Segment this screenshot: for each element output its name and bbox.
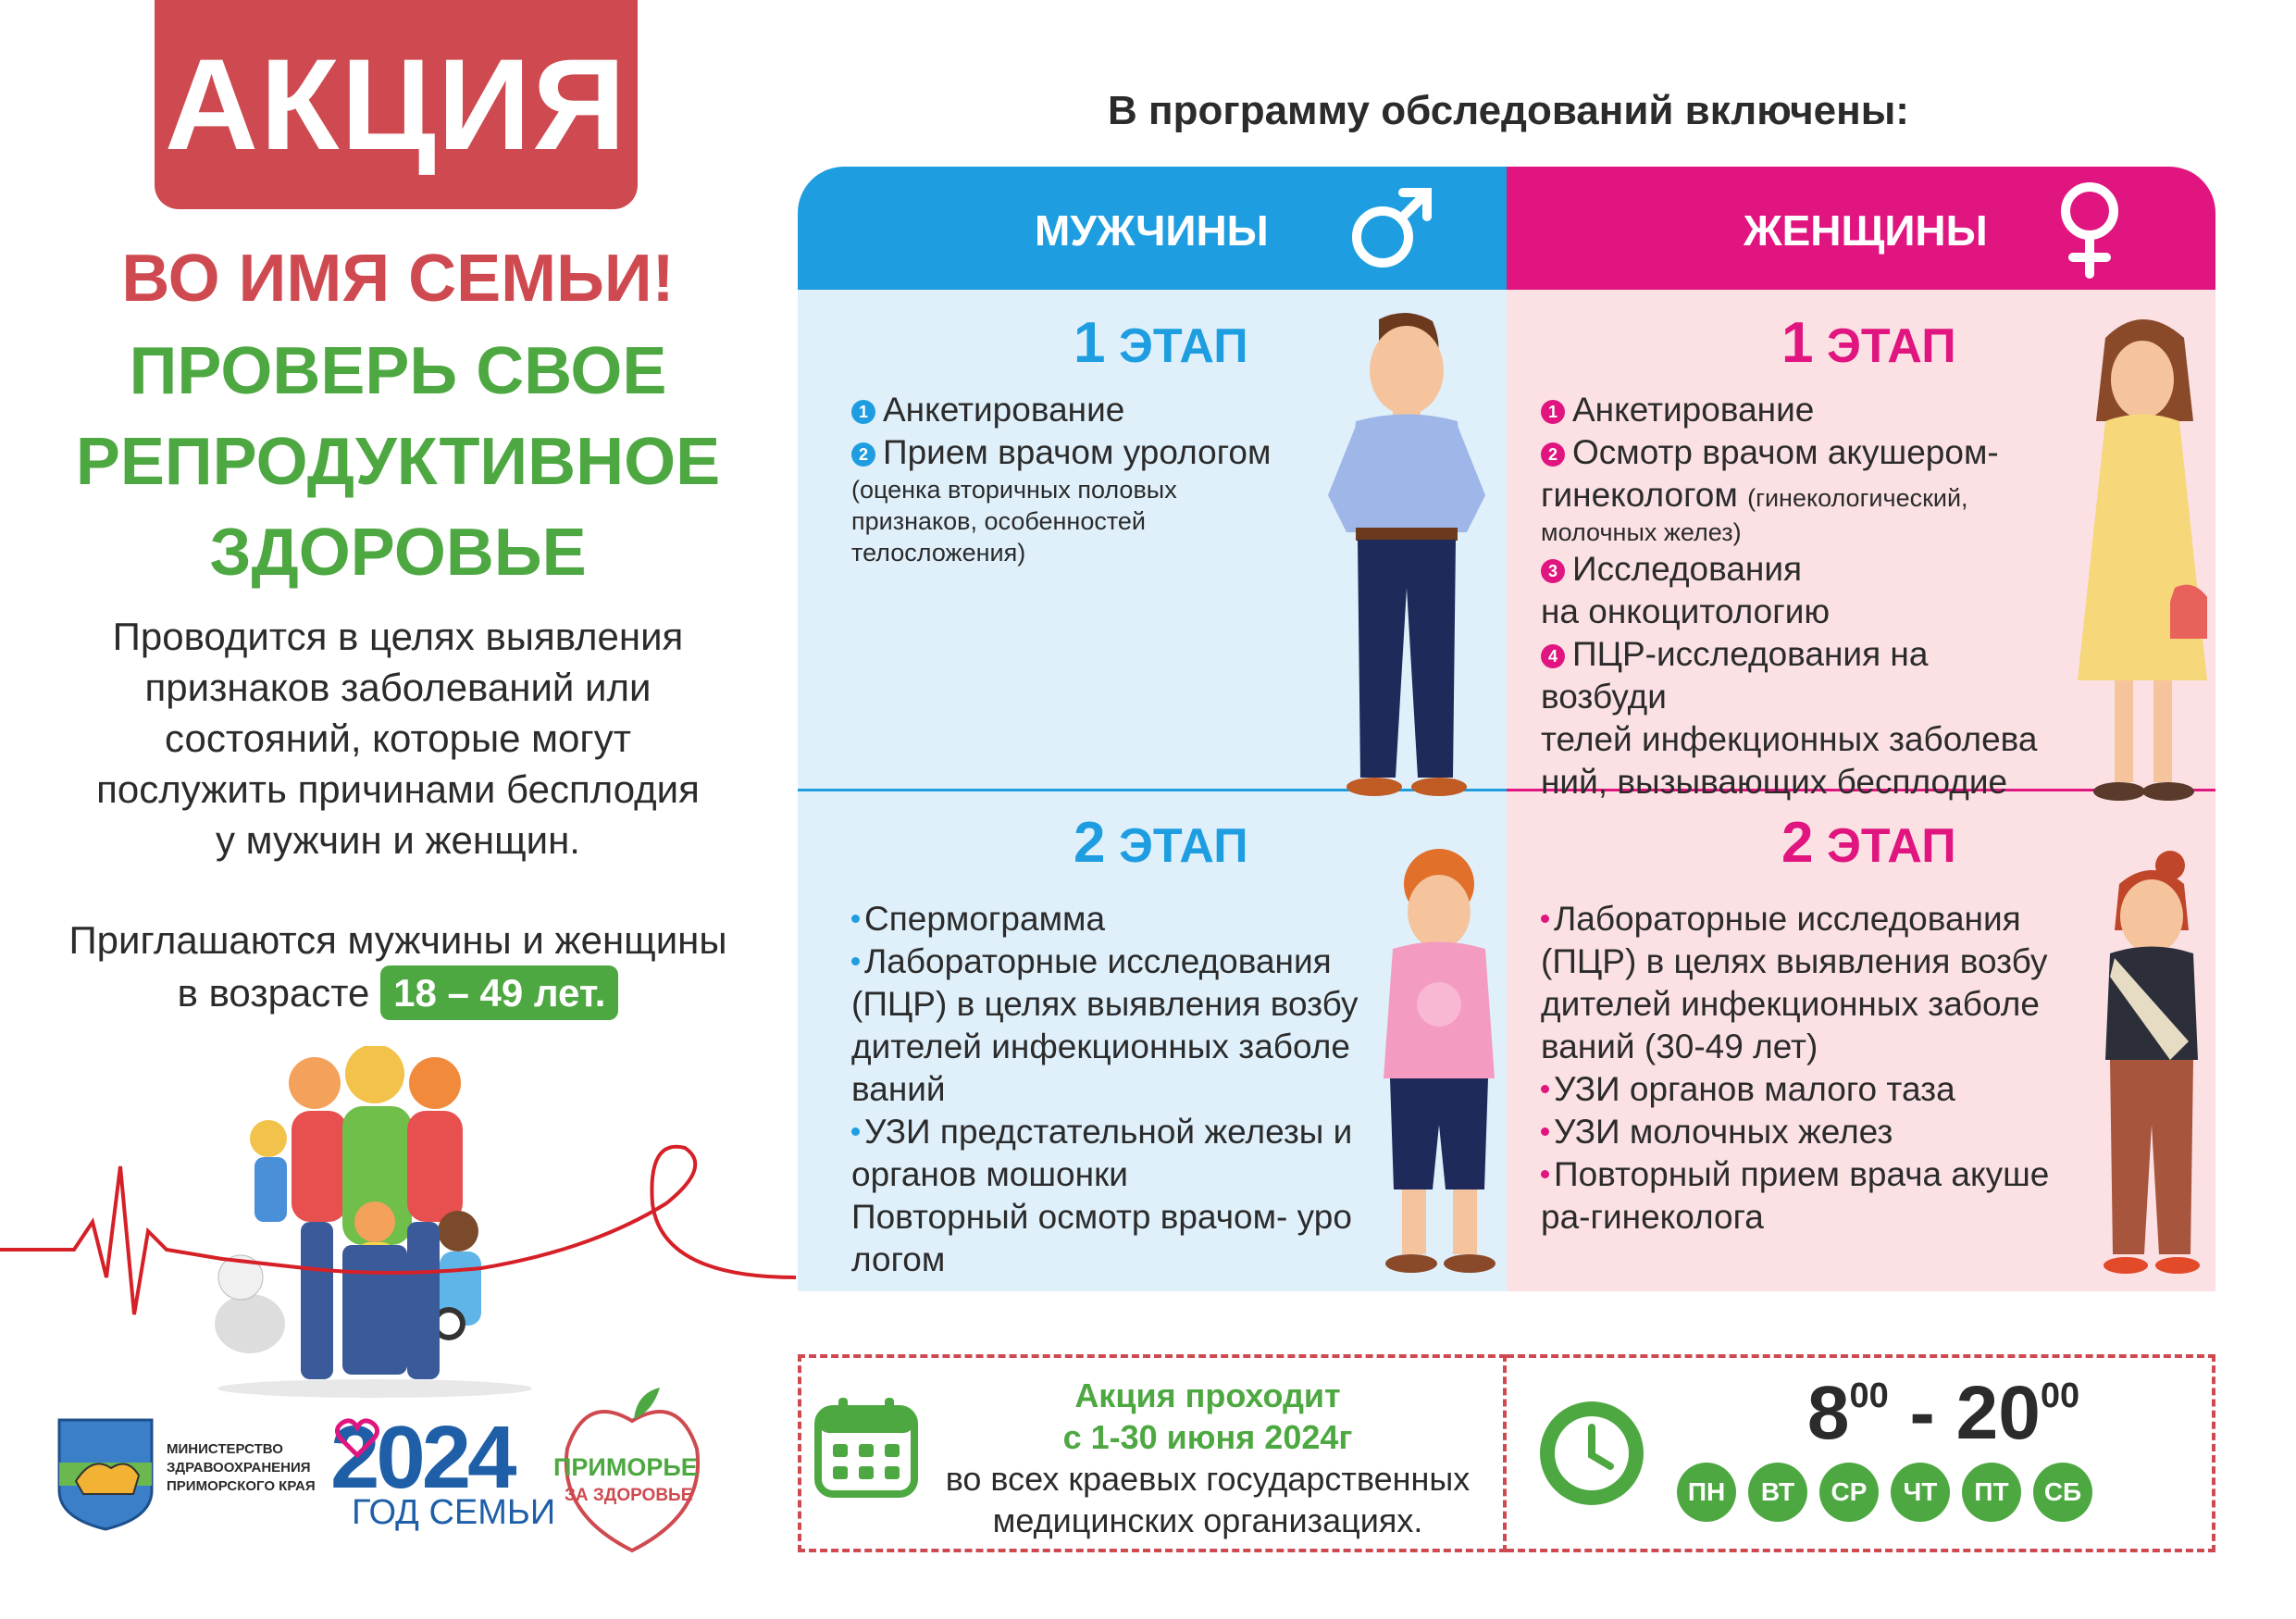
stage-label: ЭТАП <box>1826 319 1956 373</box>
slogan-line: РЕПРОДУКТИВНОЕ <box>75 425 721 499</box>
women-stage1-list <box>1541 389 2059 803</box>
list-line: органов мошонки <box>851 1155 1128 1193</box>
men-title: МУЖЧИНЫ <box>1035 206 1269 255</box>
list-note: (оценка вторичных половых признаков, особенностей телосложения) <box>851 476 1177 567</box>
list-line: телей инфекционных заболева <box>1541 720 2038 758</box>
list-item: 2 Прием врачом урологом <box>851 431 1314 474</box>
stage-label: ЭТАП <box>1118 319 1248 373</box>
slogan-line: ПРОВЕРЬ СВОЕ <box>129 334 667 408</box>
day-badge: ПТ <box>1962 1463 2021 1522</box>
day-badge: ВТ <box>1748 1463 1807 1522</box>
list-line: ра-гинеколога <box>1541 1198 1764 1236</box>
purpose-line: признаков заболеваний или <box>144 666 652 709</box>
list-line: на онкоцитологию <box>1541 592 1831 630</box>
hours-separator: - <box>1888 1371 1956 1455</box>
ministry-name <box>167 1440 316 1496</box>
hours-start: 8 <box>1806 1371 1850 1455</box>
hours-end-min: 00 <box>2040 1376 2080 1415</box>
list-item: УЗИ молочных желез <box>1541 1111 2078 1153</box>
hours-end: 20 <box>1955 1371 2041 1455</box>
list-line: дителей инфекционных заболе <box>851 1027 1350 1065</box>
stage-label: ЭТАП <box>1826 819 1956 873</box>
purpose-line: послужить причинами бесплодия <box>96 767 700 811</box>
ministry-emblem-icon <box>56 1416 155 1531</box>
list-item: УЗИ предстательной железы и <box>851 1111 1388 1153</box>
women-stage2-list <box>1541 898 2078 1239</box>
list-item: 4 ПЦР-исследования на возбуди <box>1541 635 1929 716</box>
list-line: ваний <box>851 1070 946 1108</box>
purpose-line: Проводится в целях выявления <box>112 615 684 658</box>
day-badge: СР <box>1819 1463 1879 1522</box>
list-item: УЗИ органов малого таза <box>1541 1068 2078 1111</box>
list-item: 2 Осмотр врачом акушером- <box>1541 431 2059 474</box>
list-note: молочных желез) <box>1541 518 1742 546</box>
akcia-badge <box>155 0 638 209</box>
dates-text <box>916 1375 1499 1541</box>
dates-line-1: Акция проходит <box>1074 1376 1341 1414</box>
list-line: логом <box>851 1240 946 1278</box>
list-item: 3 Исследования <box>1541 548 2059 591</box>
weekdays <box>1677 1463 2092 1522</box>
female-symbol-icon <box>2053 178 2127 280</box>
dates-line-2: с 1-30 июня 2024г <box>1062 1418 1353 1456</box>
slogan-family: ВО ИМЯ СЕМЬИ! <box>121 242 675 316</box>
male-symbol-icon <box>1346 181 1438 274</box>
list-item: Лабораторные исследования <box>851 940 1388 983</box>
list-item: Повторный прием врача акуше <box>1541 1153 2078 1196</box>
primorye-logo-title: ПРИМОРЬЕ <box>553 1453 698 1481</box>
list-line: Повторный осмотр врачом- уро <box>851 1198 1352 1236</box>
list-line: ваний (30-49 лет) <box>1541 1027 1818 1065</box>
invite-text <box>28 915 768 1020</box>
purpose-line: состояний, которые могут <box>165 716 631 760</box>
women-header <box>1507 167 2215 290</box>
invite-prefix: в возрасте <box>177 971 370 1015</box>
stage-number: 1 <box>1781 311 1814 375</box>
ministry-line: ПРИМОРСКОГО КРАЯ <box>167 1478 316 1494</box>
ministry-line: ЗДРАВООХРАНЕНИЯ <box>167 1460 311 1476</box>
list-line: дителей инфекционных заболе <box>1541 985 2040 1023</box>
stage-number: 1 <box>1074 311 1106 375</box>
list-item: Лабораторные исследования <box>1541 898 2078 940</box>
men-stage1-title <box>1074 310 1248 376</box>
heartbeat-line-icon <box>0 1129 814 1351</box>
women-stage1-title <box>1781 310 1956 376</box>
day-badge: СБ <box>2033 1463 2092 1522</box>
boy-illustration <box>1370 847 1508 1282</box>
day-badge: ПН <box>1677 1463 1736 1522</box>
year-number: 2024 <box>330 1408 514 1507</box>
list-item: 1 Анкетирование <box>1541 389 2059 431</box>
invite-line: Приглашаются мужчины и женщины <box>68 918 727 962</box>
women-stage2-title <box>1781 810 1956 876</box>
list-item: Спермограмма <box>851 898 1388 940</box>
stage-number: 2 <box>1781 811 1814 875</box>
men-header <box>798 167 1507 290</box>
list-line: гинекологом (гинекологический, <box>1541 476 1968 514</box>
year-of-family-label: ГОД СЕМЬИ <box>352 1493 556 1532</box>
list-item: 1 Анкетирование <box>851 389 1314 431</box>
girl-illustration <box>2087 847 2216 1282</box>
list-line: ний, вызывающих бесплодие <box>1541 763 2008 801</box>
men-stage2-list <box>851 898 1388 1281</box>
calendar-icon <box>814 1396 918 1498</box>
working-hours <box>1758 1370 2128 1457</box>
list-line: (ПЦР) в целях выявления возбу <box>851 985 1359 1023</box>
purpose-line: у мужчин и женщин. <box>216 818 580 862</box>
list-line: (ПЦР) в целях выявления возбу <box>1541 942 2048 980</box>
purpose-text <box>37 611 759 866</box>
slogan-check-health <box>28 326 768 598</box>
man-illustration <box>1314 310 1499 810</box>
hours-start-min: 00 <box>1849 1376 1889 1415</box>
akcia-title: АКЦИЯ <box>164 31 628 177</box>
woman-illustration <box>2068 310 2216 810</box>
age-badge: 18 – 49 лет. <box>380 965 618 1020</box>
stage-number: 2 <box>1074 811 1106 875</box>
clock-icon <box>1536 1398 1647 1509</box>
stage-label: ЭТАП <box>1118 819 1248 873</box>
men-stage2-title <box>1074 810 1248 876</box>
day-badge: ЧТ <box>1891 1463 1950 1522</box>
program-title: В программу обследований включены: <box>1108 88 1909 133</box>
heart-icon <box>335 1418 379 1459</box>
slogan-line: ЗДОРОВЬЕ <box>209 516 587 590</box>
dates-line-4: медицинских организациях. <box>992 1501 1423 1539</box>
primorye-logo-subtitle: ЗА ЗДОРОВЬЕ <box>565 1486 693 1505</box>
dates-line-3: во всех краевых государственных <box>945 1460 1471 1498</box>
ministry-line: МИНИСТЕРСТВО <box>167 1441 283 1457</box>
women-title: ЖЕНЩИНЫ <box>1744 206 1988 255</box>
invite-line-2 <box>28 965 768 1020</box>
men-stage1-list <box>851 389 1314 568</box>
